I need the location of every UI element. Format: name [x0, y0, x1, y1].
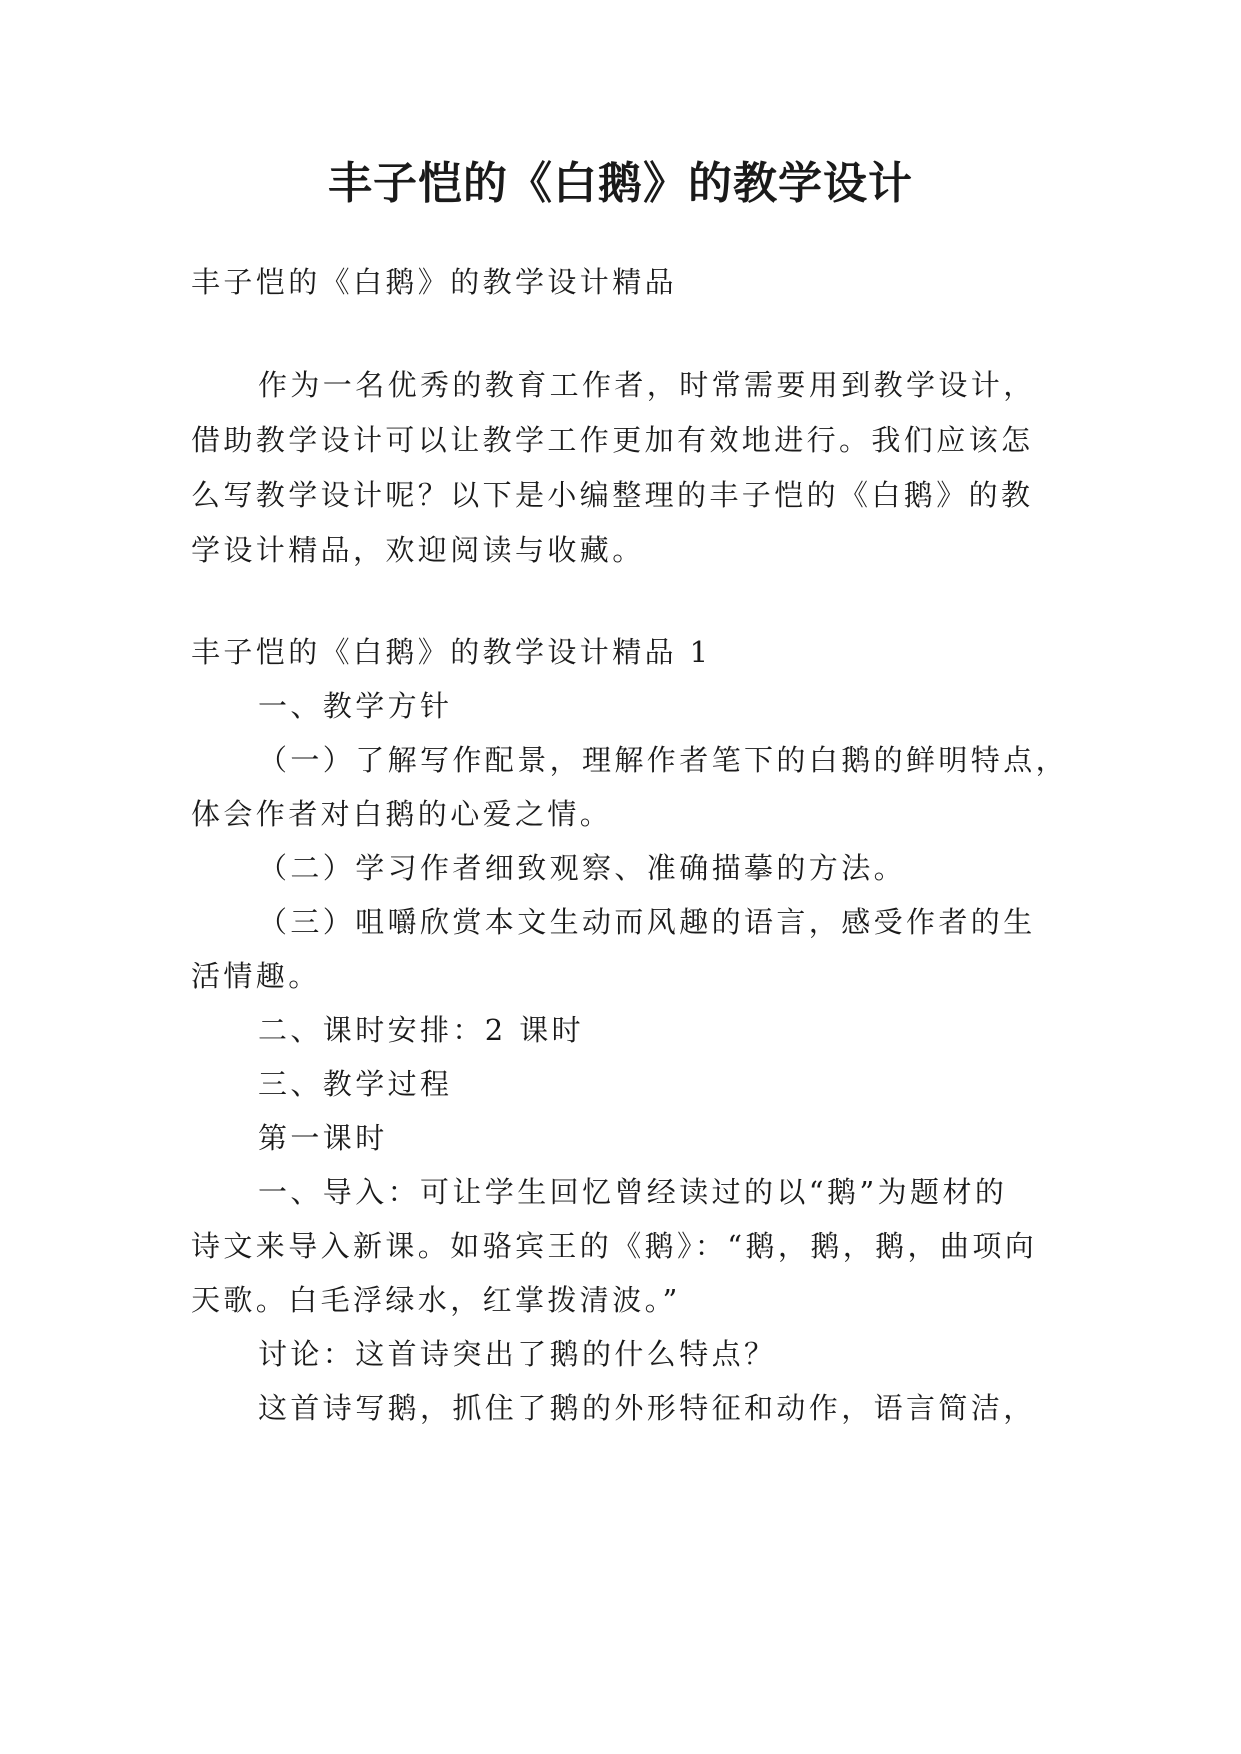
document-subtitle: 丰子恺的《白鹅》的教学设计精品 — [191, 265, 678, 299]
body-line-5: （三）咀嚼欣赏本文生动而风趣的语言，感受作者的生 — [258, 905, 1036, 939]
intro-line-3: 么写教学设计呢？以下是小编整理的丰子恺的《白鹅》的教 — [191, 478, 1034, 512]
body-line-10: 一、导入：可让学生回忆曾经读过的以“鹅”为题材的 — [258, 1175, 1008, 1209]
intro-line-2: 借助教学设计可以让教学工作更加有效地进行。我们应该怎 — [191, 423, 1034, 457]
intro-line-1: 作为一名优秀的教育工作者，时常需要用到教学设计， — [258, 368, 1036, 402]
body-line-13: 讨论：这首诗突出了鹅的什么特点？ — [258, 1337, 777, 1371]
body-line-9: 第一课时 — [258, 1121, 388, 1155]
body-line-6: 活情趣。 — [191, 959, 321, 993]
body-line-4: （二）学习作者细致观察、准确描摹的方法。 — [258, 851, 907, 885]
intro-line-4: 学设计精品，欢迎阅读与收藏。 — [191, 533, 645, 567]
body-line-2: （一）了解写作配景，理解作者笔下的白鹅的鲜明特点， — [258, 743, 1069, 777]
body-line-11: 诗文来导入新课。如骆宾王的《鹅》：“鹅，鹅，鹅，曲项向 — [191, 1229, 1038, 1263]
body-line-7: 二、课时安排：2 课时 — [258, 1013, 585, 1047]
body-line-14: 这首诗写鹅，抓住了鹅的外形特征和动作，语言简洁， — [258, 1391, 1036, 1425]
section-heading: 丰子恺的《白鹅》的教学设计精品 1 — [191, 635, 712, 669]
document-title: 丰子恺的《白鹅》的教学设计 — [328, 158, 913, 209]
body-line-3: 体会作者对白鹅的心爱之情。 — [191, 797, 613, 831]
body-line-1: 一、教学方针 — [258, 689, 453, 723]
body-line-8: 三、教学过程 — [258, 1067, 453, 1101]
body-line-12: 天歌。白毛浮绿水，红掌拨清波。” — [191, 1283, 681, 1317]
